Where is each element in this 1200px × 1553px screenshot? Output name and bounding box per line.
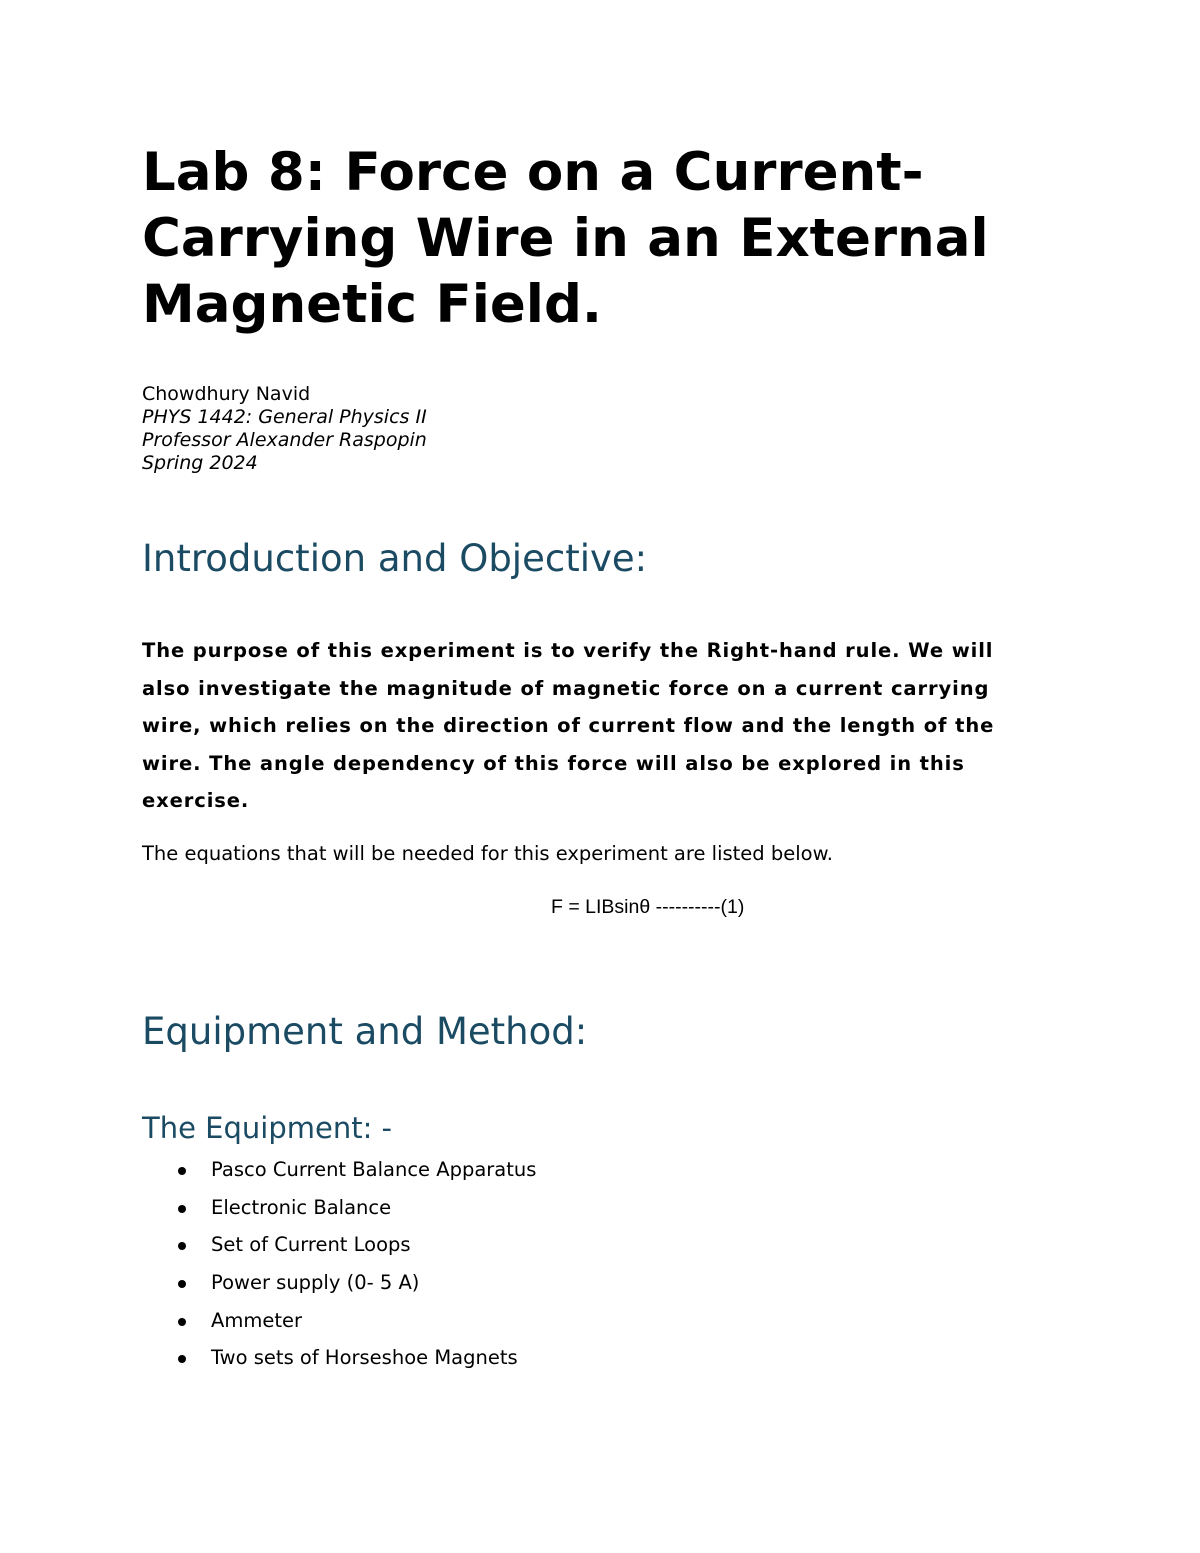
- equations-note: The equations that will be needed for this experiment are listed below.: [142, 842, 833, 865]
- list-item: [142, 1191, 536, 1229]
- list-item-label: Pasco Current Balance Apparatus: [211, 1158, 537, 1181]
- list-item: [142, 1228, 536, 1266]
- list-item: [142, 1341, 536, 1379]
- list-item: [142, 1266, 536, 1304]
- title-line: Magnetic Field.: [142, 274, 603, 335]
- list-item: [142, 1153, 536, 1191]
- paragraph-line: The purpose of this experiment is to verify the Right-hand rule. We will: [142, 639, 994, 662]
- bullet-icon: [178, 1205, 186, 1213]
- method-heading: Equipment and Method:: [142, 1010, 588, 1053]
- bullet-icon: [178, 1318, 186, 1326]
- list-item-label: Set of Current Loops: [211, 1233, 411, 1257]
- author-block: [142, 383, 427, 475]
- bullet-icon: [178, 1280, 186, 1288]
- paragraph-line: exercise.: [142, 789, 250, 812]
- author-name: Chowdhury Navid: [142, 383, 311, 405]
- bullet-icon: [178, 1242, 186, 1250]
- paragraph-line: also investigate the magnitude of magnetic force on a current carrying: [142, 676, 990, 700]
- course-name: PHYS 1442: General Physics II: [142, 406, 427, 428]
- list-item-label: Ammeter: [211, 1308, 302, 1332]
- document-title: [142, 140, 1062, 338]
- equipment-heading: The Equipment: -: [142, 1111, 393, 1145]
- list-item-label: Two sets of Horseshoe Magnets: [211, 1346, 518, 1370]
- paragraph-line: wire, which relies on the direction of current flow and the length of the: [142, 714, 995, 737]
- paragraph-line: wire. The angle dependency of this force will also be explored in this: [142, 751, 965, 775]
- list-item: [142, 1304, 536, 1342]
- title-line: Carrying Wire in an External: [142, 208, 989, 269]
- bullet-icon: [178, 1167, 186, 1175]
- equipment-list: [142, 1153, 536, 1379]
- professor-name: Professor Alexander Raspopin: [142, 429, 427, 451]
- term: Spring 2024: [142, 452, 258, 474]
- list-item-label: Power supply (0- 5 A): [211, 1271, 420, 1295]
- list-item-label: Electronic Balance: [211, 1195, 392, 1219]
- intro-heading: Introduction and Objective:: [142, 537, 648, 580]
- equation-1: F = LIBsinθ ----------(1): [551, 896, 745, 918]
- intro-paragraph: [142, 632, 1042, 820]
- bullet-icon: [178, 1355, 186, 1363]
- title-line: Lab 8: Force on a Current-: [142, 142, 924, 203]
